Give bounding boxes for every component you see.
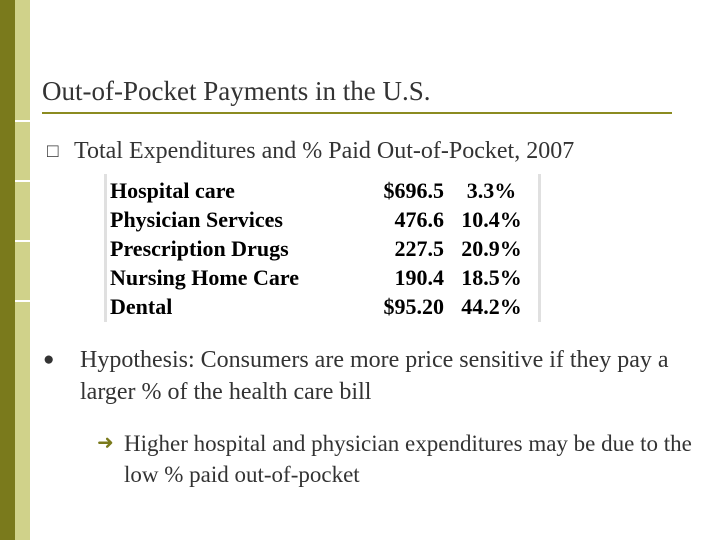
table-cell-category: Physician Services (110, 207, 283, 232)
left-accent-bar-light (15, 0, 30, 540)
table-cell-percent: 18.5% (461, 265, 522, 290)
table-cell-expenditure: 476.6 (394, 207, 444, 232)
accent-bar-notch (15, 240, 30, 242)
accent-bar-notch (15, 120, 30, 122)
arrow-bullet-icon: ➜ (97, 432, 114, 454)
accent-bar-notch (15, 180, 30, 182)
table-cell-category: Nursing Home Care (110, 265, 300, 290)
round-bullet-icon: ● (43, 349, 55, 370)
table-cell-percent: 3.3% (466, 178, 517, 203)
table-row (104, 234, 541, 263)
expenditure-table (104, 174, 541, 322)
table-cell-expenditure: $696.5 (383, 178, 444, 203)
bullet-hypothesis: Hypothesis: Consumers are more price sensitive if they pay a larger % of the health care bill (80, 347, 669, 405)
square-bullet-icon: □ (47, 141, 59, 162)
slide-title: Out-of-Pocket Payments in the U.S. (42, 76, 431, 106)
table-cell-percent: 20.9% (461, 236, 522, 261)
table-cell-expenditure: 227.5 (394, 236, 444, 261)
left-accent-bar-dark (0, 0, 15, 540)
table-cell-category: Prescription Drugs (110, 236, 289, 261)
table-row (104, 205, 541, 234)
table-cell-percent: 10.4% (461, 207, 522, 232)
table-cell-expenditure: 190.4 (394, 265, 444, 290)
table-row (104, 263, 541, 292)
title-underline (42, 112, 672, 114)
table-cell-expenditure: $95.20 (383, 294, 444, 319)
table-row (104, 176, 541, 205)
bullet-total-expenditures: Total Expenditures and % Paid Out-of-Pocket, 2007 (74, 138, 575, 164)
accent-bar-notch (15, 300, 30, 302)
table-row (104, 292, 541, 321)
table-cell-percent: 44.2% (461, 294, 522, 319)
table-cell-category: Hospital care (110, 178, 235, 203)
table-cell-category: Dental (110, 294, 173, 319)
sub-bullet-conclusion: Higher hospital and physician expenditures may be due to the low % paid out-of-pocket (124, 431, 692, 487)
